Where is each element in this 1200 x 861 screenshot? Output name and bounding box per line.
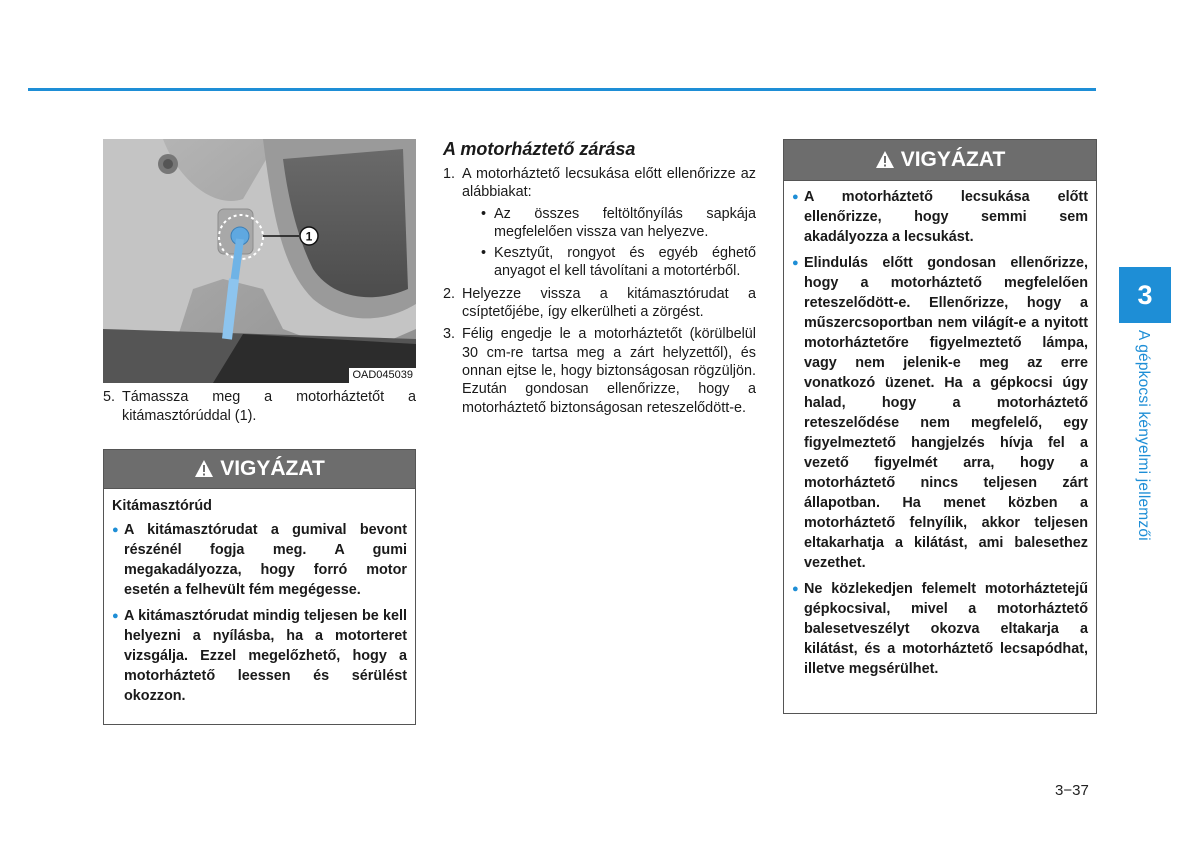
figure-code: OAD045039 bbox=[349, 368, 416, 383]
step-5-text: Támassza meg a motorháztetőt a kitámasztórúddal (1). bbox=[122, 389, 416, 424]
page-number: 3−37 bbox=[1055, 782, 1089, 799]
warning-bullet-text: Elindulás előtt gondosan ellenőrizze, hogy a motorháztető megfelelően reteszelődött-e. Ellenőrizze, hogy a műszercsoportban nem világít-e a nyitott motorháztetőre figyelmeztető lámpa, vagy nem jelenik-e meg az erre vonatkozó üzenet. Ha a gépkocsi úgy halad, hogy a motorháztető reteszelődése nem megfelelő, egy figyelmeztető hangjelzés hívja fel a vezető figyelmét arra, hogy a motorháztető nincs teljesen zárt állapotban. Ha menet közben a motorháztető felnyílik, akkor teljesen eltakarhatja a kilátást, ami balesethez vezethet. bbox=[804, 255, 1088, 571]
chapter-tab: 3 bbox=[1119, 267, 1171, 323]
warning-triangle-icon bbox=[875, 150, 895, 169]
warning-bullet-text: Ne közlekedjen felemelt motorháztetejű gépkocsival, mivel a motorháztető balesetveszélyt okozva eltakarja a kilátást, és a motorháztető lecsapódhat, illetve megsérülhet. bbox=[804, 581, 1088, 677]
step-1 bbox=[443, 165, 756, 281]
warning-bullet bbox=[112, 606, 407, 706]
warning-header bbox=[104, 450, 415, 489]
step-text: A motorháztető lecsukása előtt ellenőrizze az alábbiakat: bbox=[462, 166, 756, 201]
warning-subtitle: Kitámasztórúd bbox=[112, 498, 212, 514]
hood-closing-section bbox=[443, 137, 756, 421]
warning-triangle-icon bbox=[194, 459, 214, 478]
warning-box-hood-stay bbox=[103, 449, 416, 725]
section-title: A motorháztető zárása bbox=[443, 139, 636, 159]
step-number: 2. bbox=[443, 285, 456, 302]
warning-title: VIGYÁZAT bbox=[900, 148, 1006, 171]
warning-box-hood-closing bbox=[783, 139, 1097, 714]
bullet-dot-icon: ● bbox=[792, 583, 799, 595]
sub-bullet: • Kesztyűt, rongyot és egyéb éghető anyagot el kell távolítani a motortérből. bbox=[481, 245, 756, 280]
warning-header bbox=[784, 140, 1096, 181]
sub-bullet-text: Az összes feltöltőnyílás sapkája megfelelően vissza van helyezve. bbox=[494, 205, 756, 240]
step-3 bbox=[443, 325, 756, 416]
warning-bullet bbox=[792, 187, 1088, 247]
warning-title: VIGYÁZAT bbox=[220, 457, 325, 480]
sub-bullet-text: Kesztyűt, rongyot és egyéb éghető anyagot el kell távolítani a motortérből. bbox=[494, 245, 756, 280]
warning-bullet-text: A kitámasztórudat mindig teljesen be kell helyezni a nyílásba, ha a motorteret vizsgálja. Ezzel megelőzhető, hogy a motorháztető leessen és sérülést okozzon. bbox=[124, 608, 407, 704]
step-text: Helyezze vissza a kitámasztórudat a csíptetőjébe, így elkerülheti a zörgést. bbox=[462, 285, 756, 321]
bullet-dot-icon: ● bbox=[792, 257, 799, 269]
step-5-number: 5. bbox=[103, 389, 116, 405]
step-number: 3. bbox=[443, 326, 456, 343]
callout-1-label: 1 bbox=[305, 229, 313, 244]
hood-stay-figure bbox=[103, 139, 416, 383]
step-5 bbox=[103, 388, 416, 426]
warning-bullet bbox=[792, 253, 1088, 573]
hood-stay-illustration bbox=[103, 139, 416, 383]
step-number: 1. bbox=[443, 166, 456, 182]
warning-bullet-text: A kitámasztórudat a gumival bevont részénél fogja meg. A gumi megakadályozza, hogy forró motor esetén a felhevült fém megégesse. bbox=[124, 522, 407, 598]
top-rule bbox=[28, 88, 1096, 91]
sub-bullet: • Az összes feltöltőnyílás sapkája megfelelően vissza van helyezve. bbox=[481, 205, 756, 240]
bullet-dot-icon: ● bbox=[792, 191, 799, 203]
warning-bullet-text: A motorháztető lecsukása előtt ellenőrizze, hogy semmi sem akadályozza a lecsukást. bbox=[804, 189, 1088, 245]
bullet-dot-icon: ● bbox=[112, 524, 119, 536]
step-text: Félig engedje le a motorháztetőt (körülbelül 30 cm-re tartsa meg a zárt helyzettől), és onnan ejtse le, hogy biztonságosan rögzüljön. Ezután gondosan ellenőrizze, hogy a motorháztető biztonságosan reteszelődött-e. bbox=[462, 326, 756, 416]
warning-bullet bbox=[112, 520, 407, 600]
chapter-label: A gépkocsi kényelmi jellemzői bbox=[1135, 330, 1152, 541]
bullet-dot-icon: ● bbox=[112, 610, 119, 622]
warning-bullet bbox=[792, 579, 1088, 679]
step-2 bbox=[443, 285, 756, 322]
